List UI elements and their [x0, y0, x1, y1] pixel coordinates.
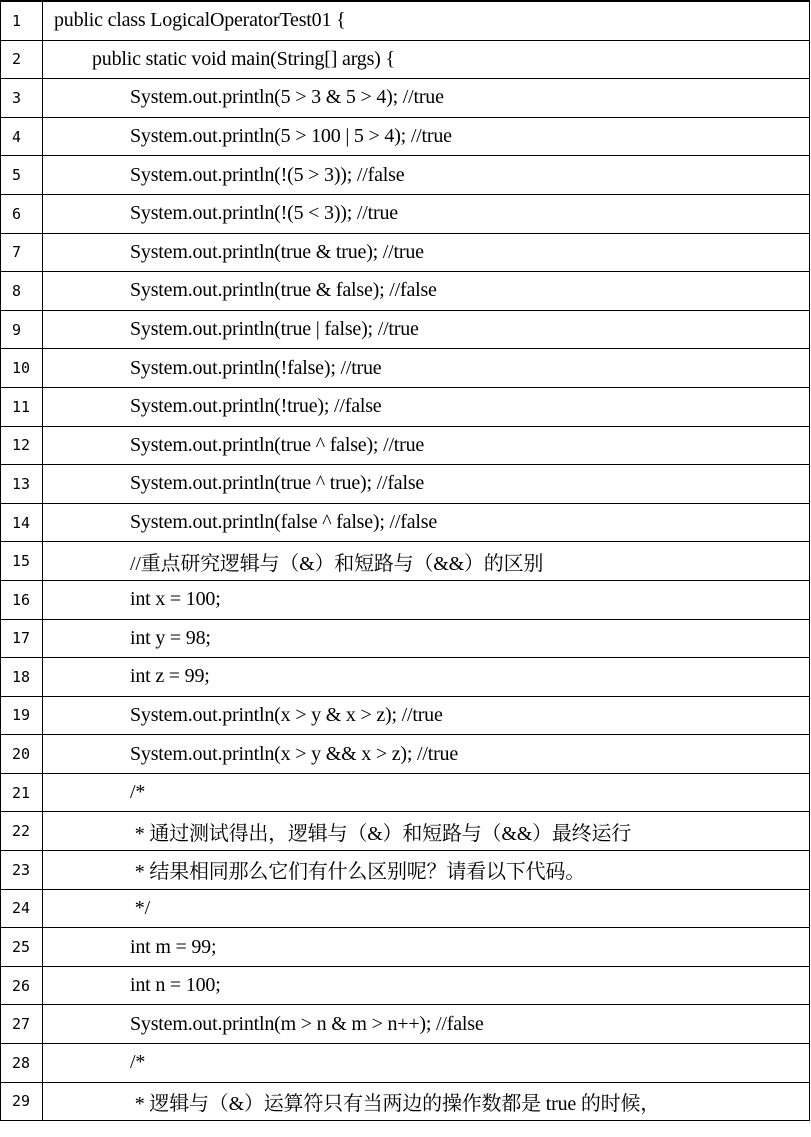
code-line-row — [1, 928, 810, 967]
code-line-text: System.out.println(true ^ false); //true — [43, 426, 810, 465]
code-line-text: System.out.println(m > n & m > n++); //false — [43, 1005, 810, 1044]
code-line-text: int y = 98; — [43, 619, 810, 658]
line-number: 21 — [1, 773, 43, 812]
line-number: 4 — [1, 117, 43, 156]
code-line-text: System.out.println(true | false); //true — [43, 310, 810, 349]
code-line-text: int m = 99; — [43, 928, 810, 967]
line-number: 14 — [1, 503, 43, 542]
code-line-text: * 通过测试得出，逻辑与（&）和短路与（&&）最终运行 — [43, 812, 810, 851]
code-line-text: System.out.println(!(5 < 3)); //true — [43, 194, 810, 233]
code-line-text: System.out.println(true & true); //true — [43, 233, 810, 272]
line-number: 17 — [1, 619, 43, 658]
code-line-row — [1, 1005, 810, 1044]
code-line-text: System.out.println(x > y && x > z); //true — [43, 735, 810, 774]
code-line-text: public static void main(String[] args) { — [43, 40, 810, 79]
code-line-row — [1, 194, 810, 233]
code-line-row — [1, 40, 810, 79]
code-line-text: System.out.println(5 > 100 | 5 > 4); //true — [43, 117, 810, 156]
code-line-text: System.out.println(5 > 3 & 5 > 4); //true — [43, 79, 810, 118]
line-number: 5 — [1, 156, 43, 195]
code-line-text: /* — [43, 773, 810, 812]
code-line-row — [1, 580, 810, 619]
line-number: 28 — [1, 1044, 43, 1083]
code-line-row — [1, 503, 810, 542]
code-line-row — [1, 542, 810, 581]
code-line-text: System.out.println(false ^ false); //false — [43, 503, 810, 542]
code-line-text: int x = 100; — [43, 580, 810, 619]
line-number: 10 — [1, 349, 43, 388]
code-line-row — [1, 349, 810, 388]
line-number: 27 — [1, 1005, 43, 1044]
line-number: 11 — [1, 387, 43, 426]
line-number: 22 — [1, 812, 43, 851]
code-line-text: System.out.println(!(5 > 3)); //false — [43, 156, 810, 195]
code-line-text: */ — [43, 889, 810, 928]
line-number: 25 — [1, 928, 43, 967]
code-line-row — [1, 465, 810, 504]
line-number: 3 — [1, 79, 43, 118]
code-line-row — [1, 851, 810, 890]
code-line-row — [1, 79, 810, 118]
code-line-row — [1, 1082, 810, 1121]
code-line-row — [1, 889, 810, 928]
line-number: 12 — [1, 426, 43, 465]
code-line-text: System.out.println(!false); //true — [43, 349, 810, 388]
line-number: 1 — [1, 1, 43, 40]
line-number: 6 — [1, 194, 43, 233]
line-number: 20 — [1, 735, 43, 774]
code-line-text: System.out.println(x > y & x > z); //true — [43, 696, 810, 735]
code-line-row — [1, 966, 810, 1005]
line-number: 18 — [1, 658, 43, 697]
code-line-row — [1, 233, 810, 272]
line-number: 15 — [1, 542, 43, 581]
code-line-row — [1, 619, 810, 658]
code-line-row — [1, 735, 810, 774]
code-line-row — [1, 117, 810, 156]
code-line-row — [1, 773, 810, 812]
code-line-text: System.out.println(true & false); //false — [43, 272, 810, 311]
code-listing-body — [1, 1, 810, 1121]
code-line-text: public class LogicalOperatorTest01 { — [43, 1, 810, 40]
code-line-text: * 逻辑与（&）运算符只有当两边的操作数都是 true 的时候， — [43, 1082, 810, 1121]
line-number: 8 — [1, 272, 43, 311]
code-line-row — [1, 1044, 810, 1083]
code-line-text: int z = 99; — [43, 658, 810, 697]
code-line-row — [1, 658, 810, 697]
code-line-text: int n = 100; — [43, 966, 810, 1005]
code-line-row — [1, 696, 810, 735]
code-line-text: System.out.println(!true); //false — [43, 387, 810, 426]
line-number: 26 — [1, 966, 43, 1005]
code-line-row — [1, 272, 810, 311]
line-number: 24 — [1, 889, 43, 928]
code-line-text: /* — [43, 1044, 810, 1083]
line-number: 7 — [1, 233, 43, 272]
code-line-row — [1, 1, 810, 40]
code-line-text: //重点研究逻辑与（&）和短路与（&&）的区别 — [43, 542, 810, 581]
line-number: 29 — [1, 1082, 43, 1121]
code-line-row — [1, 310, 810, 349]
line-number: 16 — [1, 580, 43, 619]
line-number: 23 — [1, 851, 43, 890]
code-line-row — [1, 387, 810, 426]
code-line-row — [1, 812, 810, 851]
line-number: 19 — [1, 696, 43, 735]
code-line-text: System.out.println(true ^ true); //false — [43, 465, 810, 504]
code-line-row — [1, 426, 810, 465]
code-line-row — [1, 156, 810, 195]
line-number: 13 — [1, 465, 43, 504]
line-number: 9 — [1, 310, 43, 349]
line-number: 2 — [1, 40, 43, 79]
code-line-text: * 结果相同那么它们有什么区别呢？请看以下代码。 — [43, 851, 810, 890]
